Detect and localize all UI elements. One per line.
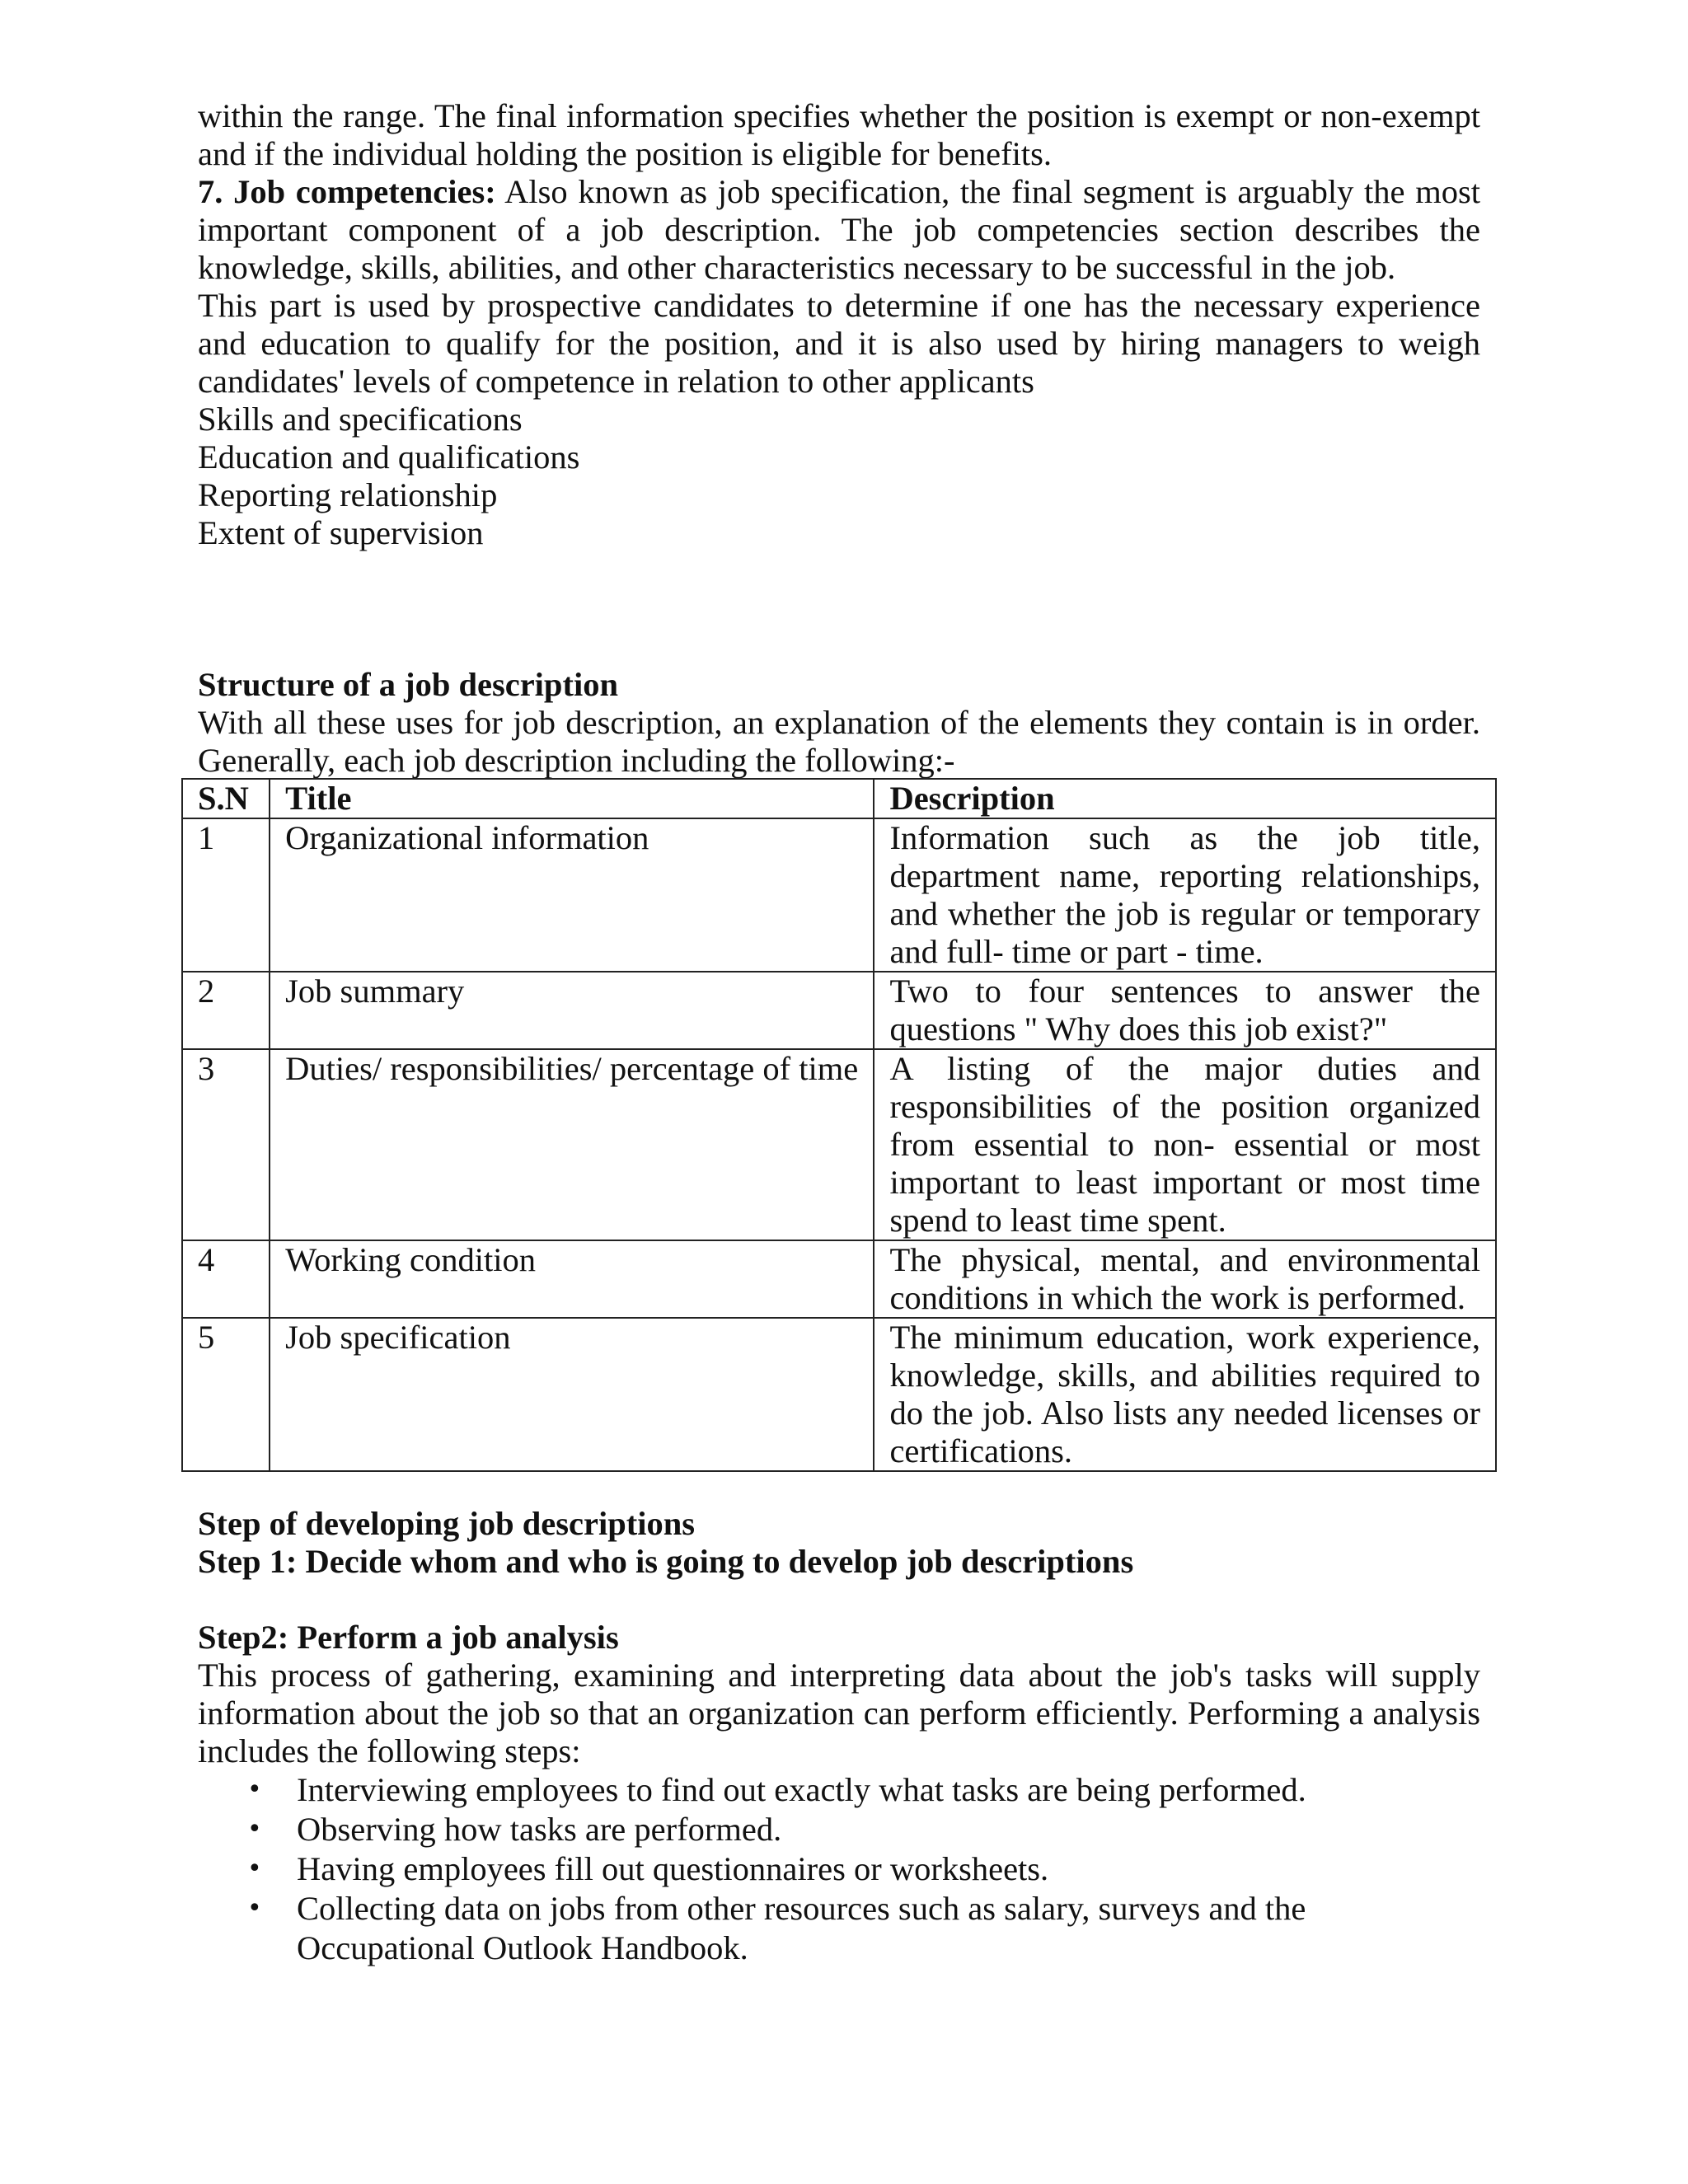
- competencies-text: Also known as job specification, the final segment is arguably the most important component of a job description. The job competencies section describes the knowledge, skills, abilities, and other characteristics necessary to be successful in the job.: [198, 173, 1480, 286]
- bullet-icon: •: [247, 1775, 262, 1804]
- list-item: [198, 1889, 1480, 1968]
- list-item: [198, 1770, 1480, 1810]
- cell-title: Working condition: [270, 1240, 874, 1318]
- steps-heading: Step of developing job descriptions: [198, 1505, 696, 1542]
- list-item-text: Having employees fill out questionnaires or worksheets.: [297, 1850, 1049, 1887]
- cell-sn: 4: [182, 1240, 270, 1318]
- header-title: Title: [270, 779, 874, 818]
- list-item: Skills and specifications: [198, 401, 523, 438]
- table-header-row: [182, 779, 1496, 818]
- bullet-icon: •: [247, 1894, 262, 1923]
- cell-description: The physical, mental, and environmental conditions in which the work is performed.: [874, 1240, 1496, 1318]
- cell-sn: 1: [182, 818, 270, 972]
- cell-description: Two to four sentences to answer the questions " Why does this job exist?": [874, 972, 1496, 1049]
- step1-heading: Step 1: Decide whom and who is going to develop job descriptions: [198, 1543, 1134, 1580]
- intro-section: [198, 97, 1480, 780]
- header-description: Description: [874, 779, 1496, 818]
- range-paragraph: within the range. The final information specifies whether the position is exempt or non-exempt and if the individual holding the position is eligible for benefits.: [198, 97, 1480, 172]
- cell-title: Job specification: [270, 1318, 874, 1471]
- competency-items: [198, 401, 1480, 552]
- steps-section: [198, 1505, 1480, 1968]
- list-item: Reporting relationship: [198, 476, 498, 513]
- competencies-paragraph: [198, 173, 1480, 287]
- cell-title: Organizational information: [270, 818, 874, 972]
- bullet-icon: •: [247, 1815, 262, 1844]
- list-item-text: Observing how tasks are performed.: [297, 1811, 782, 1848]
- list-item-text: Interviewing employees to find out exactly what tasks are being performed.: [297, 1771, 1306, 1808]
- list-item: Extent of supervision: [198, 514, 484, 551]
- header-sn: S.N: [182, 779, 270, 818]
- step2-paragraph: This process of gathering, examining and interpreting data about the job's tasks will supply information about the job so that an organization can perform efficiently. Performing a analysis includes the following steps:: [198, 1657, 1480, 1769]
- cell-description: A listing of the major duties and responsibilities of the position organized from essential to non- essential or most important to least important or most time spend to least time spent.: [874, 1049, 1496, 1240]
- cell-sn: 5: [182, 1318, 270, 1471]
- cell-title: Job summary: [270, 972, 874, 1049]
- list-item: [198, 1849, 1480, 1889]
- cell-title: Duties/ responsibilities/ percentage of time: [270, 1049, 874, 1240]
- cell-sn: 3: [182, 1049, 270, 1240]
- table-row: [182, 1049, 1496, 1240]
- cell-description: Information such as the job title, department name, reporting relationships, and whether the job is regular or temporary and full- time or part - time.: [874, 818, 1496, 972]
- table-row: [182, 818, 1496, 972]
- structure-paragraph: With all these uses for job description, an explanation of the elements they contain is in order. Generally, each job description including the following:-: [198, 704, 1480, 779]
- list-item-text: Collecting data on jobs from other resources such as salary, surveys and the Occupational Outlook Handbook.: [297, 1890, 1306, 1966]
- table-row: [182, 1318, 1496, 1471]
- cell-sn: 2: [182, 972, 270, 1049]
- cell-description: The minimum education, work experience, knowledge, skills, and abilities required to do the job. Also lists any needed licenses or certifications.: [874, 1318, 1496, 1471]
- job-description-table: [181, 778, 1497, 1472]
- step2-heading: Step2: Perform a job analysis: [198, 1619, 619, 1656]
- table-row: [182, 1240, 1496, 1318]
- structure-heading: Structure of a job description: [198, 666, 618, 703]
- usage-paragraph: This part is used by prospective candidates to determine if one has the necessary experience and education to qualify for the position, and it is also used by hiring managers to weigh candidates' levels of competence in relation to other applicants: [198, 287, 1480, 400]
- list-item: [198, 1810, 1480, 1849]
- competencies-label: 7. Job competencies:: [198, 173, 496, 210]
- bullet-icon: •: [247, 1854, 262, 1883]
- analysis-steps-list: [198, 1770, 1480, 1968]
- table-row: [182, 972, 1496, 1049]
- list-item: Education and qualifications: [198, 438, 580, 476]
